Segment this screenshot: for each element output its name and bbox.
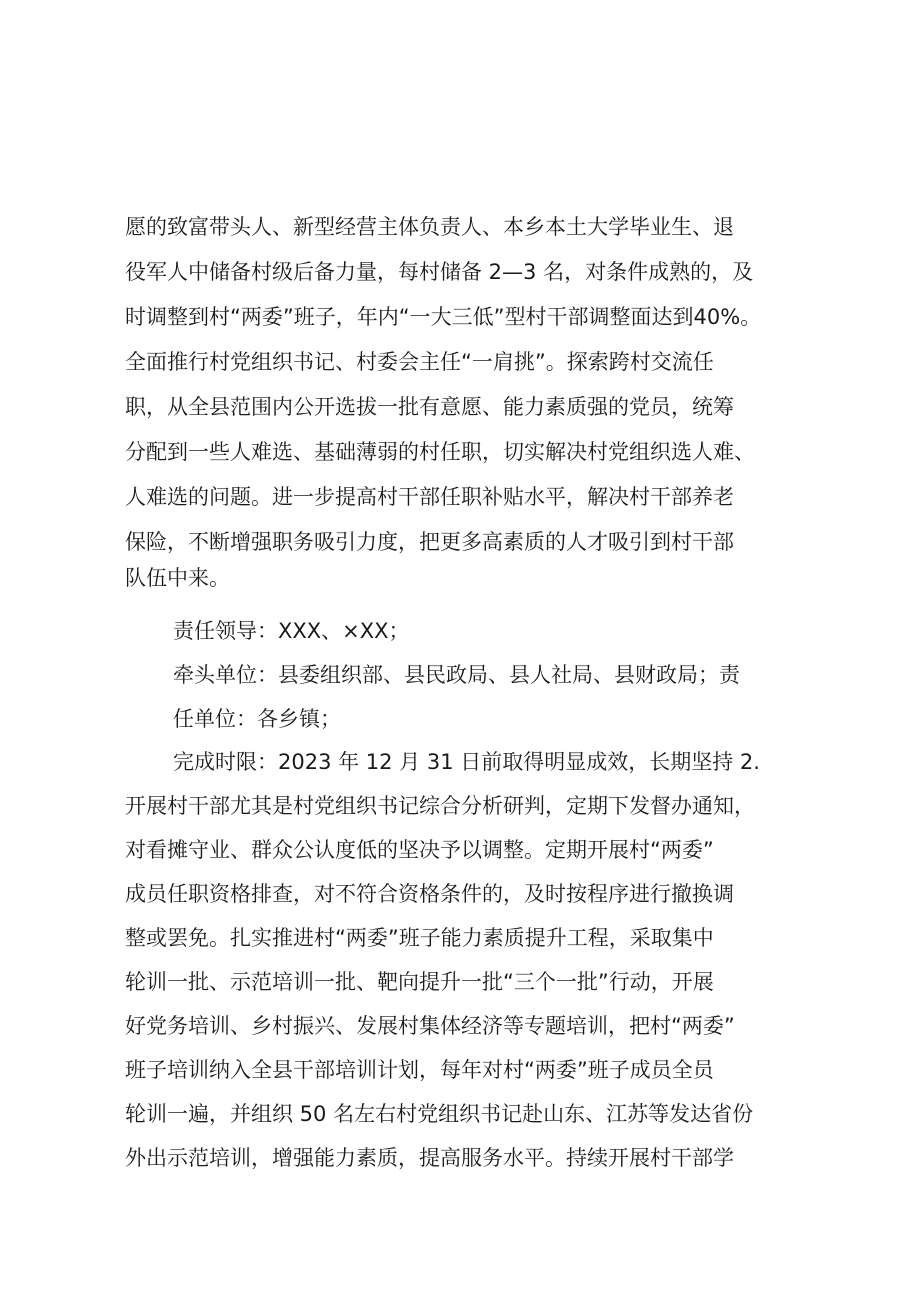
body-line: 轮训一批、示范培训一批、靶向提升一批“三个一批”行动，开展 xyxy=(125,970,714,994)
lead-unit: 牵头单位：县委组织部、县民政局、县人社局、县财政局；责 xyxy=(173,663,740,687)
responsible-unit: 任单位：各乡镇； xyxy=(173,707,341,731)
responsible-leader: 责任领导：XXX、×XX； xyxy=(173,619,410,643)
deadline-line: 完成时限：2023 年 12 月 31 日前取得明显成效，长期坚持 2. xyxy=(173,750,760,774)
body-line: 外出示范培训，增强能力素质，提高服务水平。持续开展村干部学 xyxy=(125,1146,734,1170)
body-line: 班子培训纳入全县干部培训计划，每年对村“两委”班子成员全员 xyxy=(125,1058,714,1082)
body-line: 成员任职资格排查，对不符合资格条件的，及时按程序进行撤换调 xyxy=(125,882,734,906)
body-line: 愿的致富带头人、新型经营主体负责人、本乡本土大学毕业生、退 xyxy=(125,215,734,239)
body-line: 开展村干部尤其是村党组织书记综合分析研判，定期下发督办通知， xyxy=(125,794,755,818)
body-line: 役军人中储备村级后备力量，每村储备 2—3 名，对条件成熟的，及 xyxy=(125,260,754,284)
body-line: 轮训一遍，并组织 50 名左右村党组织书记赴山东、江苏等发达省份 xyxy=(125,1102,754,1126)
body-line: 人难选的问题。进一步提高村干部任职补贴水平，解决村干部养老 xyxy=(125,485,734,509)
body-line: 整或罢免。扎实推进村“两委”班子能力素质提升工程，采取集中 xyxy=(125,926,714,950)
body-line: 保险，不断增强职务吸引力度，把更多高素质的人才吸引到村干部 xyxy=(125,530,734,554)
body-line: 好党务培训、乡村振兴、发展村集体经济等专题培训，把村“两委” xyxy=(125,1014,735,1038)
body-line: 职，从全县范围内公开选拔一批有意愿、能力素质强的党员，统筹 xyxy=(125,395,734,419)
body-line: 队伍中来。 xyxy=(125,566,230,590)
body-line: 对看摊守业、群众公认度低的坚决予以调整。定期开展村“两委” xyxy=(125,838,714,862)
body-line: 全面推行村党组织书记、村委会主任“一肩挑”。探索跨村交流任 xyxy=(125,350,714,374)
body-line: 时调整到村“两委”班子，年内“一大三低”型村干部调整面达到40%。 xyxy=(125,305,762,329)
body-line: 分配到一些人难选、基础薄弱的村任职，切实解决村党组织选人难、 xyxy=(125,440,755,464)
